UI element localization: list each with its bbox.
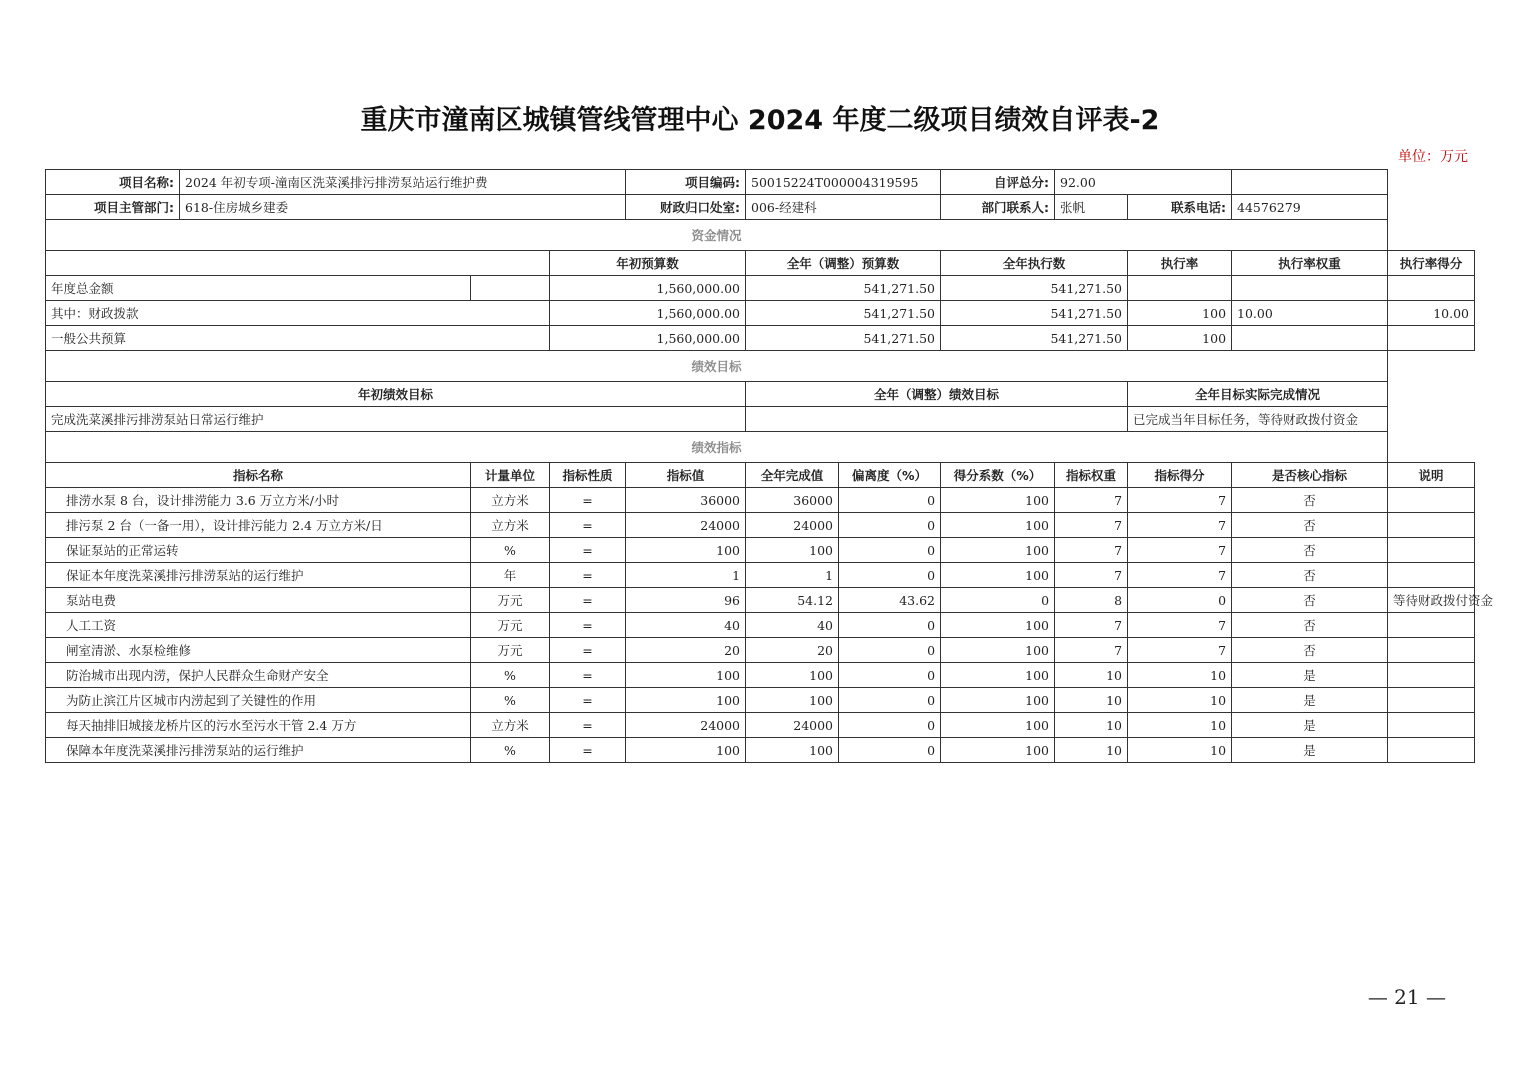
ind-core: 是 <box>1232 738 1388 763</box>
ind-core: 否 <box>1232 513 1388 538</box>
ind-coef: 100 <box>941 563 1055 588</box>
funds-row-label: 其中：财政拨款 <box>46 301 550 326</box>
ind-actual: 100 <box>746 688 839 713</box>
goals-header-adjusted: 全年（调整）绩效目标 <box>746 382 1128 407</box>
ind-deviation: 0 <box>839 713 941 738</box>
ind-nature: = <box>550 688 626 713</box>
ind-deviation: 0 <box>839 738 941 763</box>
project-name-value: 2024 年初专项-潼南区洗菜溪排污排涝泵站运行维护费 <box>180 170 626 195</box>
ind-weight: 7 <box>1055 513 1128 538</box>
ind-header-weight: 指标权重 <box>1055 463 1128 488</box>
table-row <box>46 663 1475 688</box>
ind-name: 人工工资 <box>46 613 471 638</box>
ind-deviation: 43.62 <box>839 588 941 613</box>
ind-unit: % <box>471 663 550 688</box>
ind-actual: 100 <box>746 663 839 688</box>
phone-value: 44576279 <box>1232 195 1388 220</box>
funds-rate <box>1128 276 1232 301</box>
ind-nature: = <box>550 513 626 538</box>
empty-cell <box>1232 170 1388 195</box>
ind-target: 1 <box>626 563 746 588</box>
ind-weight: 7 <box>1055 488 1128 513</box>
ind-unit: % <box>471 688 550 713</box>
unit-label: 单位：万元 <box>1398 149 1468 165</box>
project-name-label: 项目名称: <box>46 170 180 195</box>
indicators-header-row <box>46 463 1475 488</box>
ind-core: 否 <box>1232 488 1388 513</box>
goals-section-title: 绩效目标 <box>46 351 1388 382</box>
funds-rate: 100 <box>1128 301 1232 326</box>
ind-score: 10 <box>1128 738 1232 763</box>
ind-note <box>1388 688 1475 713</box>
ind-note <box>1388 538 1475 563</box>
ind-header-score: 指标得分 <box>1128 463 1232 488</box>
funds-initial: 1,560,000.00 <box>550 326 746 351</box>
ind-score: 10 <box>1128 663 1232 688</box>
ind-unit: % <box>471 738 550 763</box>
ind-header-unit: 计量单位 <box>471 463 550 488</box>
ind-actual: 36000 <box>746 488 839 513</box>
ind-target: 100 <box>626 688 746 713</box>
ind-name: 保障本年度洗菜溪排污排涝泵站的运行维护 <box>46 738 471 763</box>
ind-note <box>1388 563 1475 588</box>
ind-note: 等待财政拨付资金 <box>1388 588 1475 613</box>
ind-note <box>1388 613 1475 638</box>
ind-unit: 立方米 <box>471 488 550 513</box>
ind-actual: 24000 <box>746 713 839 738</box>
ind-header-name: 指标名称 <box>46 463 471 488</box>
funds-header-row <box>46 251 1475 276</box>
indicators-section-title: 绩效指标 <box>46 432 1388 463</box>
ind-actual: 24000 <box>746 513 839 538</box>
contact-label: 部门联系人: <box>941 195 1055 220</box>
ind-weight: 10 <box>1055 663 1128 688</box>
ind-header-nature: 指标性质 <box>550 463 626 488</box>
ind-deviation: 0 <box>839 488 941 513</box>
ind-note <box>1388 738 1475 763</box>
dept-value: 618-住房城乡建委 <box>180 195 626 220</box>
ind-coef: 100 <box>941 713 1055 738</box>
ind-score: 7 <box>1128 538 1232 563</box>
ind-weight: 10 <box>1055 738 1128 763</box>
goals-header-initial: 年初绩效目标 <box>46 382 746 407</box>
ind-coef: 100 <box>941 513 1055 538</box>
ind-nature: = <box>550 738 626 763</box>
project-code-value: 50015224T000004319595 <box>746 170 941 195</box>
table-row <box>46 488 1475 513</box>
ind-weight: 8 <box>1055 588 1128 613</box>
ind-core: 否 <box>1232 538 1388 563</box>
table-row <box>46 613 1475 638</box>
ind-nature: = <box>550 713 626 738</box>
ind-core: 否 <box>1232 638 1388 663</box>
ind-name: 排污泵 2 台（一备一用），设计排污能力 2.4 万立方米/日 <box>46 513 471 538</box>
ind-target: 100 <box>626 738 746 763</box>
ind-core: 否 <box>1232 588 1388 613</box>
ind-nature: = <box>550 563 626 588</box>
dept-label: 项目主管部门: <box>46 195 180 220</box>
ind-note <box>1388 638 1475 663</box>
ind-coef: 100 <box>941 538 1055 563</box>
ind-score: 7 <box>1128 513 1232 538</box>
funds-header-executed: 全年执行数 <box>941 251 1128 276</box>
ind-score: 7 <box>1128 613 1232 638</box>
ind-header-note: 说明 <box>1388 463 1475 488</box>
ind-header-actual: 全年完成值 <box>746 463 839 488</box>
ind-target: 40 <box>626 613 746 638</box>
evaluation-table <box>45 169 1494 763</box>
ind-weight: 7 <box>1055 538 1128 563</box>
funds-row <box>46 276 1475 301</box>
table-row <box>46 738 1475 763</box>
funds-row <box>46 301 1475 326</box>
ind-actual: 100 <box>746 538 839 563</box>
ind-target: 100 <box>626 663 746 688</box>
empty-cell <box>46 251 550 276</box>
phone-label: 联系电话: <box>1128 195 1232 220</box>
ind-unit: 万元 <box>471 638 550 663</box>
funds-initial: 1,560,000.00 <box>550 301 746 326</box>
contact-value: 张帆 <box>1055 195 1128 220</box>
ind-note <box>1388 513 1475 538</box>
ind-actual: 20 <box>746 638 839 663</box>
ind-unit: 年 <box>471 563 550 588</box>
project-code-label: 项目编码: <box>626 170 746 195</box>
ind-deviation: 0 <box>839 663 941 688</box>
funds-header-weight: 执行率权重 <box>1232 251 1388 276</box>
table-row <box>46 513 1475 538</box>
funds-header-score: 执行率得分 <box>1388 251 1475 276</box>
ind-coef: 100 <box>941 738 1055 763</box>
ind-core: 否 <box>1232 563 1388 588</box>
ind-target: 20 <box>626 638 746 663</box>
ind-core: 是 <box>1232 688 1388 713</box>
funds-row-label: 一般公共预算 <box>46 326 550 351</box>
funds-row-label: 年度总金额 <box>46 276 471 301</box>
funds-header-initial: 年初预算数 <box>550 251 746 276</box>
funds-header-adjusted: 全年（调整）预算数 <box>746 251 941 276</box>
ind-coef: 0 <box>941 588 1055 613</box>
ind-header-target: 指标值 <box>626 463 746 488</box>
ind-deviation: 0 <box>839 538 941 563</box>
ind-nature: = <box>550 638 626 663</box>
funds-weight: 10.00 <box>1232 301 1388 326</box>
funds-row <box>46 326 1475 351</box>
ind-unit: 立方米 <box>471 713 550 738</box>
header-row-2 <box>46 195 1475 220</box>
ind-name: 泵站电费 <box>46 588 471 613</box>
ind-name: 为防止滨江片区城市内涝起到了关键性的作用 <box>46 688 471 713</box>
ind-name: 保证泵站的正常运转 <box>46 538 471 563</box>
funds-weight <box>1232 276 1388 301</box>
ind-score: 7 <box>1128 638 1232 663</box>
total-score-value: 92.00 <box>1055 170 1232 195</box>
ind-target: 36000 <box>626 488 746 513</box>
ind-nature: = <box>550 538 626 563</box>
ind-target: 100 <box>626 538 746 563</box>
ind-note <box>1388 663 1475 688</box>
ind-nature: = <box>550 488 626 513</box>
funds-initial: 1,560,000.00 <box>550 276 746 301</box>
finance-office-value: 006-经建科 <box>746 195 941 220</box>
funds-executed: 541,271.50 <box>941 326 1128 351</box>
ind-weight: 7 <box>1055 613 1128 638</box>
ind-core: 否 <box>1232 613 1388 638</box>
funds-section-title-row <box>46 220 1475 251</box>
ind-deviation: 0 <box>839 613 941 638</box>
table-row <box>46 713 1475 738</box>
goals-header-actual: 全年目标实际完成情况 <box>1128 382 1388 407</box>
ind-weight: 7 <box>1055 563 1128 588</box>
ind-coef: 100 <box>941 663 1055 688</box>
ind-coef: 100 <box>941 638 1055 663</box>
page-number: — 21 — <box>1367 985 1446 1009</box>
funds-adjusted: 541,271.50 <box>746 326 941 351</box>
ind-score: 7 <box>1128 488 1232 513</box>
ind-deviation: 0 <box>839 563 941 588</box>
ind-coef: 100 <box>941 613 1055 638</box>
funds-header-rate: 执行率 <box>1128 251 1232 276</box>
ind-unit: 万元 <box>471 613 550 638</box>
ind-coef: 100 <box>941 488 1055 513</box>
funds-score <box>1388 276 1475 301</box>
ind-core: 是 <box>1232 713 1388 738</box>
ind-unit: 立方米 <box>471 513 550 538</box>
goals-header-row <box>46 382 1475 407</box>
ind-target: 24000 <box>626 713 746 738</box>
ind-nature: = <box>550 588 626 613</box>
ind-name: 保证本年度洗菜溪排污排涝泵站的运行维护 <box>46 563 471 588</box>
goals-actual: 已完成当年目标任务，等待财政拨付资金 <box>1128 407 1388 432</box>
funds-adjusted: 541,271.50 <box>746 301 941 326</box>
ind-target: 96 <box>626 588 746 613</box>
funds-rate: 100 <box>1128 326 1232 351</box>
ind-unit: 万元 <box>471 588 550 613</box>
ind-deviation: 0 <box>839 688 941 713</box>
ind-name: 防治城市出现内涝，保护人民群众生命财产安全 <box>46 663 471 688</box>
table-row <box>46 638 1475 663</box>
empty-cell <box>471 276 550 301</box>
goals-row <box>46 407 1475 432</box>
page-title: 重庆市潼南区城镇管线管理中心 2024 年度二级项目绩效自评表-2 <box>360 105 1160 136</box>
ind-header-coef: 得分系数（%） <box>941 463 1055 488</box>
ind-header-deviation: 偏离度（%） <box>839 463 941 488</box>
ind-weight: 10 <box>1055 688 1128 713</box>
funds-adjusted: 541,271.50 <box>746 276 941 301</box>
ind-deviation: 0 <box>839 513 941 538</box>
ind-target: 24000 <box>626 513 746 538</box>
ind-header-core: 是否核心指标 <box>1232 463 1388 488</box>
funds-executed: 541,271.50 <box>941 301 1128 326</box>
ind-unit: % <box>471 538 550 563</box>
ind-weight: 10 <box>1055 713 1128 738</box>
ind-core: 是 <box>1232 663 1388 688</box>
ind-note <box>1388 488 1475 513</box>
ind-actual: 40 <box>746 613 839 638</box>
indicators-body <box>46 488 1494 763</box>
table-row <box>46 588 1475 613</box>
goals-initial: 完成洗菜溪排污排涝泵站日常运行维护 <box>46 407 746 432</box>
table-row <box>46 538 1475 563</box>
finance-office-label: 财政归口处室: <box>626 195 746 220</box>
table-row <box>46 688 1475 713</box>
ind-score: 0 <box>1128 588 1232 613</box>
ind-name: 排涝水泵 8 台，设计排涝能力 3.6 万立方米/小时 <box>46 488 471 513</box>
ind-note <box>1388 713 1475 738</box>
ind-score: 7 <box>1128 563 1232 588</box>
funds-score <box>1388 326 1475 351</box>
indicators-section-title-row <box>46 432 1475 463</box>
ind-actual: 1 <box>746 563 839 588</box>
funds-executed: 541,271.50 <box>941 276 1128 301</box>
funds-score: 10.00 <box>1388 301 1475 326</box>
ind-weight: 7 <box>1055 638 1128 663</box>
funds-weight <box>1232 326 1388 351</box>
total-score-label: 自评总分: <box>941 170 1055 195</box>
ind-name: 闸室清淤、水泵检维修 <box>46 638 471 663</box>
goals-adjusted <box>746 407 1128 432</box>
ind-deviation: 0 <box>839 638 941 663</box>
ind-score: 10 <box>1128 688 1232 713</box>
ind-nature: = <box>550 663 626 688</box>
ind-actual: 100 <box>746 738 839 763</box>
ind-nature: = <box>550 613 626 638</box>
header-row-1 <box>46 170 1475 195</box>
ind-actual: 54.12 <box>746 588 839 613</box>
funds-section-title: 资金情况 <box>46 220 1388 251</box>
ind-name: 每天抽排旧城接龙桥片区的污水至污水干管 2.4 万方 <box>46 713 471 738</box>
ind-coef: 100 <box>941 688 1055 713</box>
goals-section-title-row <box>46 351 1475 382</box>
table-row <box>46 563 1475 588</box>
ind-score: 10 <box>1128 713 1232 738</box>
